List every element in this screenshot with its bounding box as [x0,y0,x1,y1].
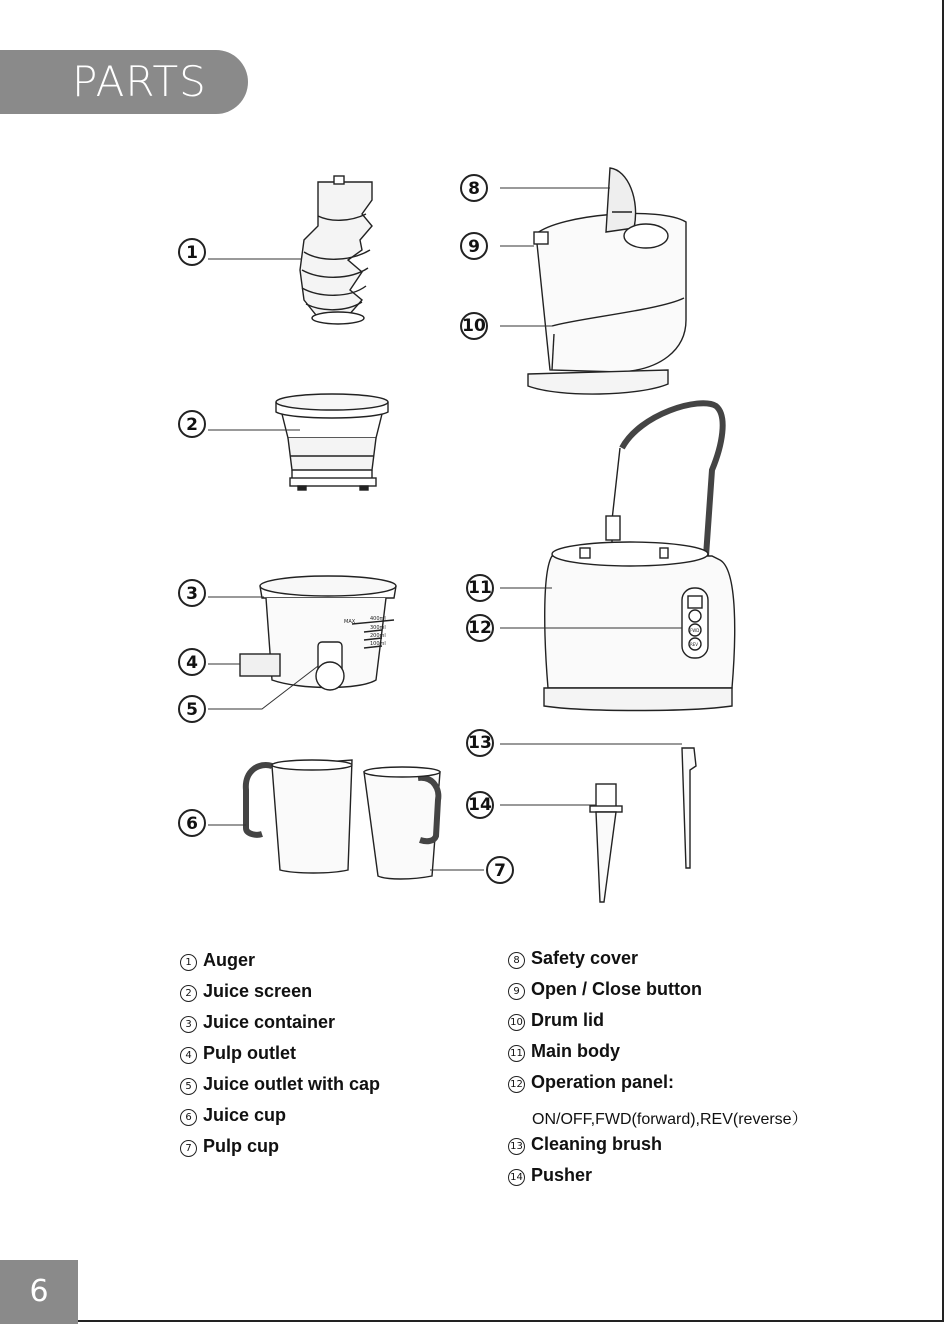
svg-text:5: 5 [186,700,198,720]
svg-text:7: 7 [494,861,506,881]
callout-10 [461,313,487,339]
callout-7 [487,857,513,883]
list-item [508,1072,674,1093]
item-number-marker: 4 [180,1047,197,1064]
item-label: Juice outlet with cap [203,1074,381,1094]
callout-8 [461,175,487,201]
item-number-marker: 7 [180,1140,197,1157]
list-item [180,1074,380,1095]
item-number-marker: 12 [508,1076,525,1093]
item-number-marker: 6 [180,1109,197,1126]
cleaning-brush-illustration [682,748,696,868]
svg-text:6: 6 [186,814,198,834]
list-item [508,1041,620,1062]
list-item [508,1010,604,1031]
item-label: Pusher [531,1165,593,1185]
list-item [180,950,255,971]
page-number: 6 [29,1274,49,1309]
callout-9 [461,233,487,259]
item-number-marker: 13 [508,1138,525,1155]
drum-lid-illustration [528,168,686,394]
callout-6 [179,810,205,836]
svg-text:9: 9 [468,237,480,257]
svg-text:REV: REV [690,642,699,647]
pulp-cup-illustration [364,767,440,879]
svg-text:1: 1 [186,243,198,263]
callout-5 [179,696,205,722]
list-item [508,1165,592,1186]
page-title: PARTS [72,57,207,106]
callout-13 [467,730,493,756]
item-number-marker: 1 [180,954,197,971]
list-item [508,1134,662,1155]
svg-text:8: 8 [468,179,480,199]
item-number-marker: 11 [508,1045,525,1062]
callout-2 [179,411,205,437]
list-item [508,948,638,969]
svg-text:MAX: MAX [344,619,356,625]
svg-text:200ml: 200ml [370,633,386,639]
list-item [180,981,312,1002]
juice-cup-illustration [246,760,352,873]
item-number-marker: 5 [180,1078,197,1095]
item-label: Safety cover [531,948,639,968]
svg-text:300ml: 300ml [370,625,386,631]
pusher-illustration [590,784,622,902]
callout-11 [467,575,493,601]
list-item [180,1012,335,1033]
svg-text:2: 2 [186,415,198,435]
item-label: Operation panel: [531,1072,675,1092]
callout-3 [179,580,205,606]
svg-text:13: 13 [468,733,492,753]
item-label: Main body [531,1041,620,1061]
item-label: Juice screen [203,981,313,1001]
main-body-illustration [544,403,735,710]
svg-text:12: 12 [468,618,492,638]
item-label: Auger [203,950,256,970]
callout-14 [467,792,493,818]
item-number-marker: 8 [508,952,525,969]
item-label: Pulp outlet [203,1043,296,1063]
item-number-marker: 10 [508,1014,525,1031]
item-label: Juice container [203,1012,336,1032]
svg-text:100ml: 100ml [370,641,386,647]
list-item [180,1105,286,1126]
svg-text:FWD: FWD [690,628,700,633]
svg-text:400ml: 400ml [370,616,386,622]
callout-12 [467,615,493,641]
auger-illustration [300,176,372,324]
list-item [180,1136,279,1157]
juice-screen-illustration [276,394,388,490]
item-number-marker: 2 [180,985,197,1002]
svg-text:3: 3 [186,584,198,604]
item-number-marker: 9 [508,983,525,1000]
svg-text:11: 11 [468,578,492,598]
list-item [180,1043,296,1064]
callout-4 [179,649,205,675]
item-number-marker: 14 [508,1169,525,1186]
operation-panel-detail: ON/OFF,FWD(forward),REV(reverse） [532,1111,808,1128]
item-label: Pulp cup [203,1136,279,1156]
item-label: Cleaning brush [531,1134,663,1154]
item-number-marker: 3 [180,1016,197,1033]
svg-text:14: 14 [468,795,492,815]
callout-1 [179,239,205,265]
item-label: Open / Close button [531,979,702,999]
svg-text:10: 10 [462,316,486,336]
item-label: Drum lid [531,1010,605,1030]
svg-text:4: 4 [186,653,198,673]
list-item [508,979,702,1000]
item-label: Juice cup [203,1105,287,1125]
